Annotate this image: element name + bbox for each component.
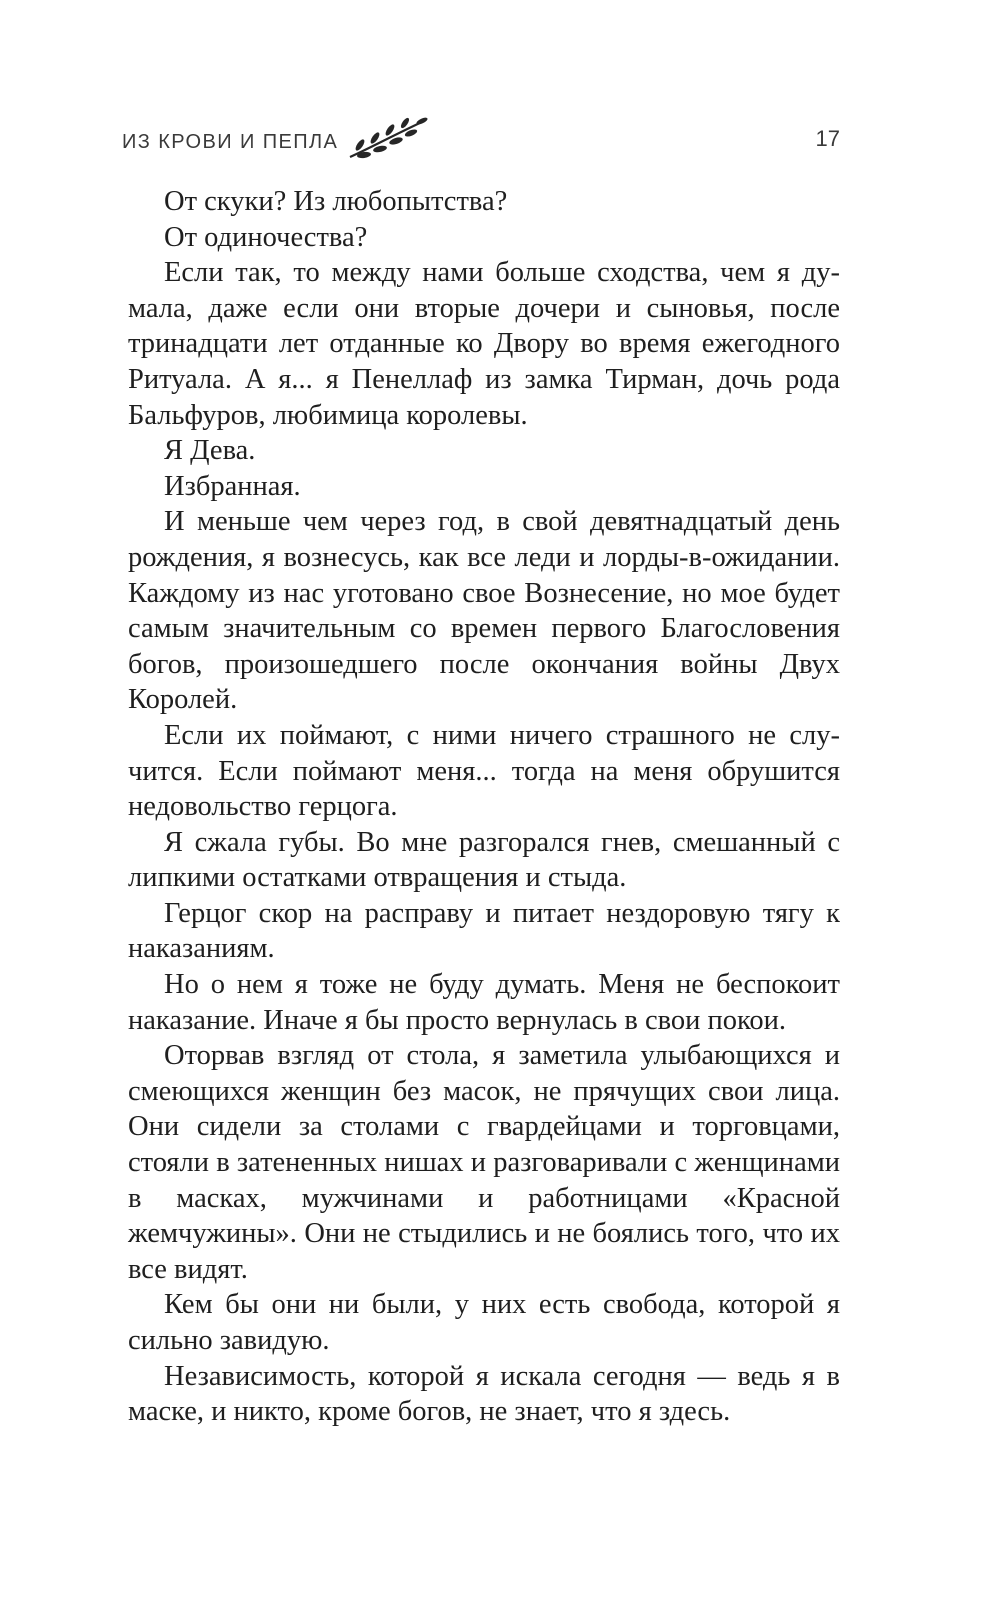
paragraph: Но о нем я тоже не буду думать. Меня не беспокоит наказание. Иначе я бы просто вернулась в свои покои. <box>128 969 840 1036</box>
paragraph: И меньше чем через год, в свой девятнадцатый день рождения, я вознесусь, как все леди и лорды-в-ожидании. Каждому из нас уготовано свое Вознесение, но мое будет самым значительным со времен первого Благословения богов, произошедшего после окончания войны Двух Королей. <box>128 506 840 716</box>
paragraph: От одиночества? <box>164 221 368 253</box>
laurel-branch-icon <box>344 113 428 161</box>
paragraph: Если их поймают, с ними ничего страшного не случится. Если поймают меня... тогда на меня обрушится недовольство герцога. <box>128 719 840 823</box>
paragraph: Я Дева. <box>164 435 256 467</box>
paragraph: Независимость, которой я искала сегодня — ведь я в маске, и никто, кроме богов, не знает, что я здесь. <box>128 1360 840 1428</box>
body-text <box>128 184 840 1430</box>
paragraph: Кем бы они ни были, у них есть свобода, которой я сильно завидую. <box>128 1289 840 1356</box>
running-head <box>122 122 428 162</box>
paragraph: Избранная. <box>164 470 301 502</box>
paragraph: От скуки? Из любопытства? <box>164 186 508 217</box>
page-number: 17 <box>815 126 840 151</box>
paragraph: Я сжала губы. Во мне разгорался гнев, смешанный с липкими остатками отвращения и стыда. <box>128 826 840 894</box>
paragraph: Оторвав взгляд от стола, я заметила улыбающихся и смеющихся женщин без масок, не прячущих свои лица. Они сидели за столами с гвардейцами и торговцами, стояли в затененных нишах и разговаривали с женщинами в масках, мужчинами и работницами «Красной жемчужины». Они не стыдились и не боялись того, что их все видят. <box>128 1040 840 1285</box>
book-title: ИЗ КРОВИ И ПЕПЛА <box>122 130 339 153</box>
paragraph: Герцог скор на расправу и питает нездоровую тягу к наказаниям. <box>128 897 840 965</box>
paragraph: Если так, то между нами больше сходства, чем я думала, даже если они вторые дочери и сыновья, после тринадцати лет отданные ко Двору во время ежегодного Ритуала. А я... я Пенеллаф из замка Тирман, дочь рода Бальфуров, любимица королевы. <box>128 257 840 431</box>
